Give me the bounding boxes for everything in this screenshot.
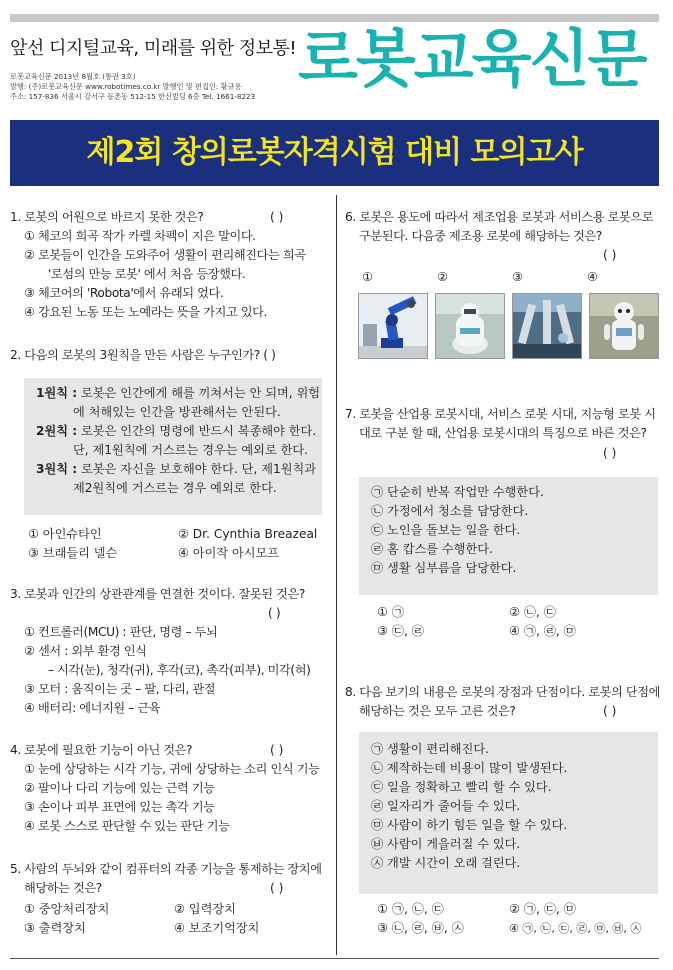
question-stem: 3. 로봇과 인간의 상관관계를 연결한 것이다. 잘못된 것은? [10,587,305,601]
question-stem-cont: 대로 구분 할 때, 산업용 로봇시대의 특징으로 바른 것은? [359,426,647,440]
option-cont: '로섬의 만능 로봇' 에서 처음 등장했다. [48,267,246,281]
option: ④ 강요된 노동 또는 노예라는 뜻을 가지고 있다. [24,305,268,319]
industrial-robot-arm-photo [358,293,428,359]
question-stem: 4. 로봇에 필요한 기능이 아닌 것은? [10,743,193,757]
choice-item: ㉤ 사람이 하기 힘든 일을 할 수 있다. [371,818,568,832]
banner-title: 제2회 창의로봇자격시험 대비 모의고사 [86,135,583,170]
option: ④ 배터리: 에너지원 – 근육 [24,701,161,715]
option: ① ㉠ [377,605,404,619]
question-stem-cont: 구분된다. 다음중 제조용 로봇에 해당하는 것은? [359,229,603,243]
q8-choices-box [359,732,658,894]
option: ④ 로봇 스스로 판단할 수 있는 판단 기능 [24,819,230,833]
law-text: 로봇은 인간에게 해를 끼쳐서는 안 되며, 위험 [77,386,321,400]
options-q8 [377,900,662,940]
law-text: 에 처해있는 인간을 방관해서는 안된다. [73,405,281,419]
photo-number: ③ [512,270,523,284]
law-line [24,422,322,441]
question-stem: 2. 다음의 로봇의 3원칙을 만든 사람은 누구인가? ( ) [10,348,276,362]
option: ③ 체코어의 'Robota'에서 유래되 었다. [24,286,224,300]
option: ③ 모터 : 움직이는 곳 – 팔, 다리, 관절 [24,682,216,696]
option: ④ 아이작 아시모프 [178,546,280,560]
option-cont: – 시각(눈), 청각(귀), 후각(코), 촉각(피부), 미각(혀) [48,663,311,677]
option: ③ ㉡, ㉣, ㉥, ㉦ [377,921,464,935]
choice-item: ㉣ 일자리가 줄어들 수 있다. [371,799,521,813]
answer-paren: ( ) [270,743,284,757]
option: ② ㉡, ㉢ [509,605,556,619]
photo-number: ② [437,270,448,284]
choice-item: ㉥ 사람이 게을러질 수 있다. [371,837,521,851]
choice-item: ㉤ 생활 심부름을 담당한다. [371,561,517,575]
option: ② 로봇들이 인간을 도와주어 생활이 편리해진다는 희곡 [24,248,306,262]
column-divider [336,195,337,955]
option: ② 센서 : 외부 환경 인식 [24,644,147,658]
robot-laws-box [24,378,322,515]
newspaper-logo: 로봇교육신문 [298,22,646,95]
question-7 [345,405,663,443]
photo-number: ① [362,270,373,284]
photo-number: ④ [587,270,598,284]
surgical-robot-photo [512,293,582,359]
question-2 [10,346,330,365]
top-rule [10,14,659,22]
question-stem: 5. 사람의 두뇌와 같이 컴퓨터의 각종 기능을 통제하는 장치에 [10,862,322,876]
choice-item: ㉡ 가정에서 청소를 담당한다. [371,504,529,518]
publication-info [10,72,255,102]
options-q7 [377,603,657,643]
option: ③ 손이나 피부 표면에 있는 촉각 기능 [24,800,215,814]
option: ① 아인슈타인 [28,527,102,541]
question-3 [10,585,330,718]
law-text: 로봇은 인간의 명령에 반드시 복종해야 한다. [77,424,317,438]
law-tag: 3원칙 : [36,462,78,476]
choice-item: ㉡ 제작하는데 비용이 많이 발생된다. [371,761,568,775]
answer-paren: ( ) [268,606,281,620]
option: ② Dr. Cynthia Breazeal [178,527,318,541]
option: ① ㉠, ㉡, ㉢ [377,902,444,916]
question-stem: 7. 로봇을 산업용 로봇시대, 서비스 로봇 시대, 지능형 로봇 시 [345,407,656,421]
question-stem-cont: 해당하는 것은? [24,881,102,895]
service-robot-photo [435,293,505,359]
option: ① 체코의 희곡 작가 카렐 차펙이 지은 말이다. [24,229,256,243]
option: ③ ㉢, ㉣ [377,624,424,638]
answer-paren: ( ) [603,446,617,460]
law-tag: 1원칙 : [36,386,78,400]
title-banner [10,120,659,186]
pubinfo-line: 발행: (주)로봇교육신문 www.robotimes.co.kr 발행인 및 편집인: 황규용 [10,82,242,91]
choice-item: ㉢ 노인을 돌보는 일을 한다. [371,523,521,537]
option: ④ ㉠, ㉡, ㉢, ㉣, ㉤, ㉥, ㉦ [509,922,642,935]
pubinfo-line: 로봇교육신문 2013년 8월호 (통권 3호) [10,72,136,81]
law-line [24,460,322,479]
question-6 [345,208,663,246]
question-stem: 1. 로봇의 어원으로 바르지 못한 것은? [10,210,204,224]
law-tag: 2원칙 : [36,424,78,438]
option: ④ ㉠, ㉣, ㉤ [509,624,576,638]
question-stem: 8. 다음 보기의 내용은 로봇의 장점과 단점이다. 로봇의 단점에 [345,685,661,699]
choice-item: ㉣ 홈 캅스를 수행한다. [371,542,493,556]
q7-choices-box [359,477,658,595]
options-q2 [28,525,328,565]
answer-paren: ( ) [603,248,617,262]
question-stem-cont: 해당하는 것은 모두 고른 것은? [359,704,516,718]
answer-paren: ( ) [270,881,284,895]
pubinfo-line: 주소: 157-836 서울시 강서구 등촌동 512-15 한신빌딩 6층 Tel. 1661-8223 [10,92,256,101]
option: ③ 출력장치 [24,921,86,935]
choice-item: ㉠ 생활이 편리해진다. [371,742,489,756]
slogan: 앞선 디지털교육, 미래를 위한 정보통! [10,38,297,59]
law-text: 단, 제1원칙에 거스르는 경우는 예외로 한다. [73,443,309,457]
choice-item: ㉦ 개발 시간이 오래 걸린다. [371,856,521,870]
option: ④ 보조기억장치 [174,921,260,935]
option: ① 컨트롤러(MCU) : 판단, 명령 – 두뇌 [24,625,218,639]
law-line [24,384,322,403]
option: ② 팔이나 다리 기능에 있는 근력 기능 [24,781,215,795]
question-stem: 6. 로봇은 용도에 따라서 제조업용 로봇과 서비스용 로봇으로 [345,210,654,224]
option: ① 중앙처리장치 [24,902,110,916]
answer-paren: ( ) [270,210,284,224]
bottom-rule [10,958,659,959]
option: ② 입력장치 [174,902,236,916]
choice-item: ㉠ 단순히 반복 작업만 수행한다. [371,485,544,499]
option: ③ 브래들리 넬슨 [28,546,118,560]
options-q5 [24,900,324,940]
option: ② ㉠, ㉢, ㉤ [509,902,576,916]
law-text: 로봇은 자신을 보호해야 한다. 단, 제1원칙과 [77,462,317,476]
answer-paren: ( ) [603,704,617,718]
law-text: 제2원칙에 거스르는 경우 예외로 한다. [73,481,277,495]
option: ① 눈에 상당하는 시각 기능, 귀에 상당하는 소리 인식 기능 [24,762,320,776]
question-1 [10,208,330,322]
choice-item: ㉢ 일을 정확하고 빨리 할 수 있다. [371,780,552,794]
guide-robot-photo [589,293,659,359]
